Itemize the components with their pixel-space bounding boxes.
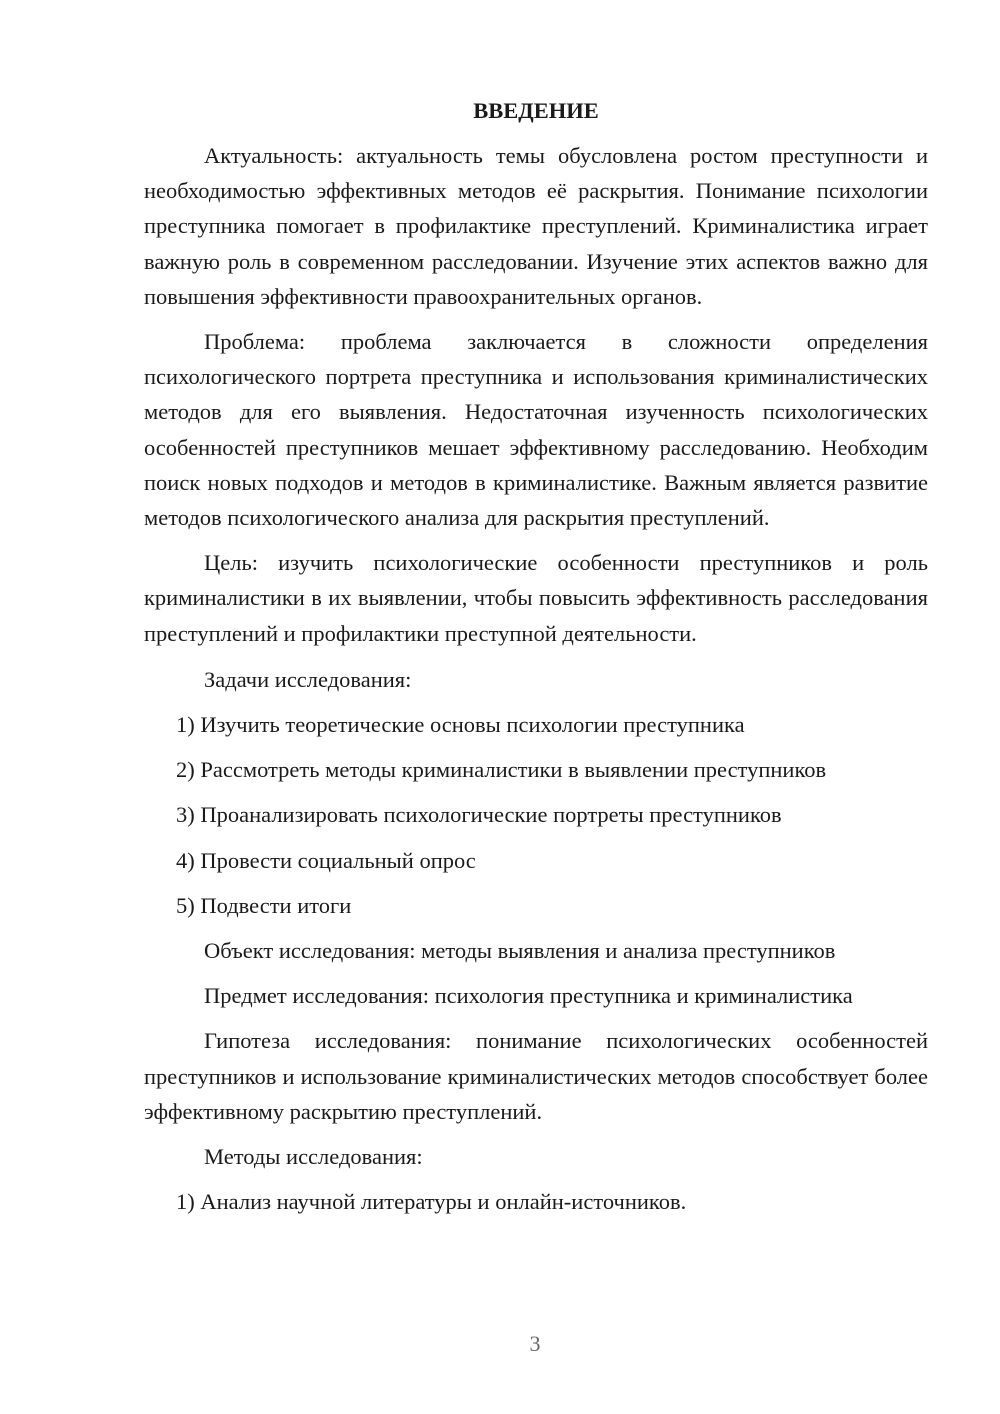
hypothesis-paragraph: Гипотеза исследования: понимание психологических особенностей преступников и использование криминалистических методов способствует более эффективному раскрытию преступлений. bbox=[144, 1028, 928, 1124]
subject-line: Предмет исследования: психология преступника и криминалистика bbox=[204, 983, 853, 1009]
tasks-heading: Задачи исследования: bbox=[204, 666, 412, 692]
task-item: 5) Подвести итоги bbox=[176, 892, 352, 918]
object-line: Объект исследования: методы выявления и анализа преступников bbox=[204, 938, 836, 964]
goal-paragraph: Цель: изучить психологические особенности преступников и роль криминалистики в их выявлении, чтобы повысить эффективность расследования преступлений и профилактики преступной деятельности. bbox=[144, 550, 928, 646]
task-item: 2) Рассмотреть методы криминалистики в выявлении преступников bbox=[176, 757, 827, 783]
page-title: ВВЕДЕНИЕ bbox=[473, 98, 599, 123]
methods-heading: Методы исследования: bbox=[204, 1144, 423, 1170]
page-number: 3 bbox=[529, 1331, 541, 1356]
problem-paragraph: Проблема: проблема заключается в сложности определения психологического портрета преступника и использования криминалистических методов для его выявления. Недостаточная изученность психологических особенностей преступников мешает эффективному расследованию. Необходим поиск новых подходов и методов в криминалистике. Важным является развитие методов психологического анализа для раскрытия преступлений. bbox=[144, 329, 928, 531]
page-content bbox=[144, 94, 928, 1229]
method-item: 1) Анализ научной литературы и онлайн-источников. bbox=[176, 1189, 687, 1215]
task-item: 3) Проанализировать психологические портреты преступников bbox=[176, 802, 782, 828]
task-item: 1) Изучить теоретические основы психологии преступника bbox=[176, 712, 745, 738]
relevance-paragraph: Актуальность: актуальность темы обусловлена ростом преступности и необходимостью эффективных методов её раскрытия. Понимание психологии преступника помогает в профилактике преступлений. Криминалистика играет важную роль в современном расследовании. Изучение этих аспектов важно для повышения эффективности правоохранительных органов. bbox=[144, 143, 928, 309]
task-item: 4) Провести социальный опрос bbox=[176, 847, 476, 873]
